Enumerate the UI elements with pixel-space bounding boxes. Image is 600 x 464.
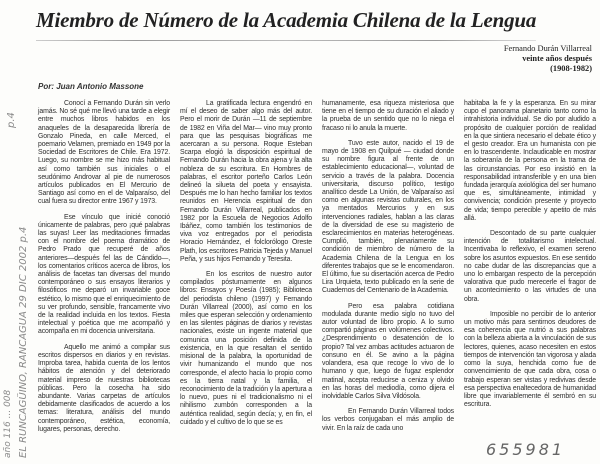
column-1: [38, 100, 170, 441]
handwritten-page-note: p.4: [6, 112, 17, 128]
paragraph: Pero esa palabra cotidiana modulada durante medio siglo no tuvo del autor voluntad de libro propio. A lo sumo compartió páginas en volúmenes colectivos. ¿Desprendimiento o desatención de lo propio? Tal vez ambas actitudes actuaron de consuno en él. Se avino a la página volandera, esa que recoge lo vivo de lo humano y que, luego de fugaz esplendor matinal, acepta reducirse a ceniza y olvido en las horas del mediodía, como dijera el inolvidable Carlos Silva Vildósola.: [322, 302, 454, 400]
column-2: [180, 100, 312, 434]
handwritten-margin-note-2: EL RUNCAGÜINO, RANCAGUA 29 DIC 2002 p.4: [18, 226, 29, 458]
paragraph: En Fernando Durán Villarreal todos los verbos conjugaban el más amplio de vivir. En la raíz de cada uno: [322, 408, 454, 432]
title-rule: [36, 40, 536, 41]
article-title: Miembro de Número de la Academia Chilena de la Lengua: [36, 8, 537, 32]
column-4: [464, 100, 596, 416]
byline: Por: Juan Antonio Massone: [38, 82, 144, 91]
paragraph: Tuvo este autor, nacido el 19 de mayo de 1908 en Quilpué — ciudad donde su nombre figura al frente de un establecimiento educacional—, voluntad de servicio a través de la palabra. Docencia universitaria, discurso político, testigo analítico desde La Unión, de Valparaíso así como en algunas revistas culturales, en los ya mentados Mercurios y en sus intervenciones radiales, hablan a las claras de la diversidad de ese su magisterio de esclarecimientos en materias heterogéneas. Cumplió, también, plenariamente su condición de miembro de número de la Academia Chilena de la Lengua en los diferentes trabajos que se le encomendaron. El último, fue su disertación acerca de Pedro Lira Urquieta, texto publicado en la serie de Cuadernos del Centenario de la Academia.: [322, 139, 454, 295]
paragraph: humanamente, esa riqueza misteriosa que tiene en el tiempo de su duración el aliado y la prueba de un sentido que no lo niega el fracaso ni lo anula la muerte.: [322, 100, 454, 132]
paragraph: Ese vínculo que inicié conoció únicamente de palabras, pero ¡qué palabras las suyas! Leer las meditaciones firmadas con el nombre del poema dramático de Pedro Prado que recuperé de años anteriores—después fel las de Cándido—, los comentarios críticos acerca de libros, los análisis de facetas tan diversas del mundo contemporáneo o sus ensayos literarios y filosóficos me deparó un invariable goce estético, lo mismo que el enriquecimiento de su ver profundo, sensible, francamente vivo de la realidad incluida en los textos. Fiesta intelectual y poética que me acompañó y acompaña en mi docencia universitaria.: [38, 213, 170, 336]
handwritten-catalog-number: 655981: [486, 440, 566, 459]
paragraph: En los escritos de nuestro autor compilados póstumamente en algunos libros: Ensayos y Poesía (1985); Biblioteca del periodista chileno (1997) y Fernando Durán Villarreal (2000), así como en los miles que esperan selección y ordenamiento en las silentes páginas de diarios y revistas nacionales, existe un ingente material que comunica una posición definida de la existencia, en la que resaltan el sentido misional de la palabra, la oportunidad de vivir humanizando el mundo que nos corresponde, el afecto hacia lo propio como es la tierra natal y la familia, el reconocimiento de la tradición y la apertura a lo nuevo, pues ni el tradicionalismo ni el nihilismo zumbón corresponden a la auténtica realidad, según decía; y, en fin, el cuidado y el cultivo de lo que se es: [180, 271, 312, 426]
subtitle-name: Fernando Durán Villarreal: [503, 44, 592, 53]
handwritten-margin-note-1: año 116 ... 008: [3, 389, 13, 458]
subtitle-line2: veinte años después: [522, 54, 592, 63]
column-3: [322, 100, 454, 440]
article-subtitle: [504, 44, 592, 74]
paragraph: habitaba la fe y la esperanza. En su mirar cupo el panorama planetario tanto como la intrahistoria individual. Se dio por aludido a propósito de cualquier porción de realidad en la que sintiera necesario el debate ético y el gesto creador. Era un humanista con pie en lo trascendente. Inclaudicable en mostrar la soberanía de la persona en la trama de las circunstancias. Por eso insistió en la responsabilidad intransferible y en una bien fundada jerarquía axiológica del ser humano que es, simultáneamente, intimidad y convivencia; condición presente y proyecto de vida; tiempo perecible y apetito de más allá.: [464, 100, 596, 222]
paragraph: La gratificada lectura engendró en mí el deseo de saber algo más del autor. Pero el morir de Durán —11 de septiembre de 1982 en Viña del Mar— vino muy pronto para que las pesquisas biográficas me acercaran a su persona. Roque Esteban Scarpa elogió la disposición espiritual de Fernando Durán hacia la obra ajena y la alta nobleza de su escritura. En Hombres de palabras, el escritor porteño Carlos León delineó la silueta del poeta y ensayista. Después me lo han hecho familiar los textos reunidos en Herencia espiritual de don Fernando Durán Villarreal, publicados en 1982 por la Escuela de Negocios Adolfo Ibáñez, como también los testimonios de viva voz entregados por el periodista Horacio Hernández, el folclorólogo Oreste Plath, los escritores Patricia Tejeda y Manuel Peña, y sus hijos Fernando y Teresita.: [180, 100, 312, 263]
paragraph: Imposible no percibir de lo anterior un motivo más para sentirnos deudores de esa coherencia que nutrió a sus palabras con la belleza abierta a la vinculación de sus lectores, quienes, acaso necesiten en estos tiempos de intervención tan vigorosa y alada como la suya, henchida como fue de convencimiento de que cada obra, cosa o trabajo esperan ser vistas y redivivas desde esa perspectiva enaltecedora de humanidad libre que invariablemente él sembró en su escritura.: [464, 310, 596, 409]
paragraph: Aquello me animó a compilar sus escritos dispersos en diarios y en revistas. Improba tarea, habida cuenta de los lentos hábitos de atención y del deteriorado material impreso de nuestras bibliotecas públicas. Pero la cosecha ha sido abundante. Varias carpetas de artículos debidamente clasificados de acuerdo a los temas: literatura, análisis del mundo contemporáneo, estética, economía, lugares, personas, derecho.: [38, 343, 170, 433]
subtitle-years: (1908-1982): [550, 64, 592, 73]
paragraph: Descontado de su parte cualquier intención de totalitarismo intelectual. Incentivaba lo reflexivo, el examen sereno sobre los asuntos expuestos. En ese sentido no cabe dudar de las discrepancias que a uno lo embargan respecto de la percepción valorativa que pudo merecerle el fragor de un acontecimiento o las virtudes de una obra.: [464, 230, 596, 303]
paragraph: Conocí a Fernando Durán sin verlo jamás. No sé qué me llevó una tarde a elegir entre muchos libros habidos en los anaqueles de la desaparecida librería de Gonzalo Pineda, en calle Merced, el poemario Velamen, premiado en 1949 por la Sociedad de Escritores de Chile. Era 1972. Luego, su nombre se me hizo más habitual así como también sus iniciales o el seudónimo Androvar al pie de numerosos artículos publicados en El Mercurio de Santiago así como en el de Valparaíso, del cual fuera su director entre 1967 y 1973.: [38, 100, 170, 206]
